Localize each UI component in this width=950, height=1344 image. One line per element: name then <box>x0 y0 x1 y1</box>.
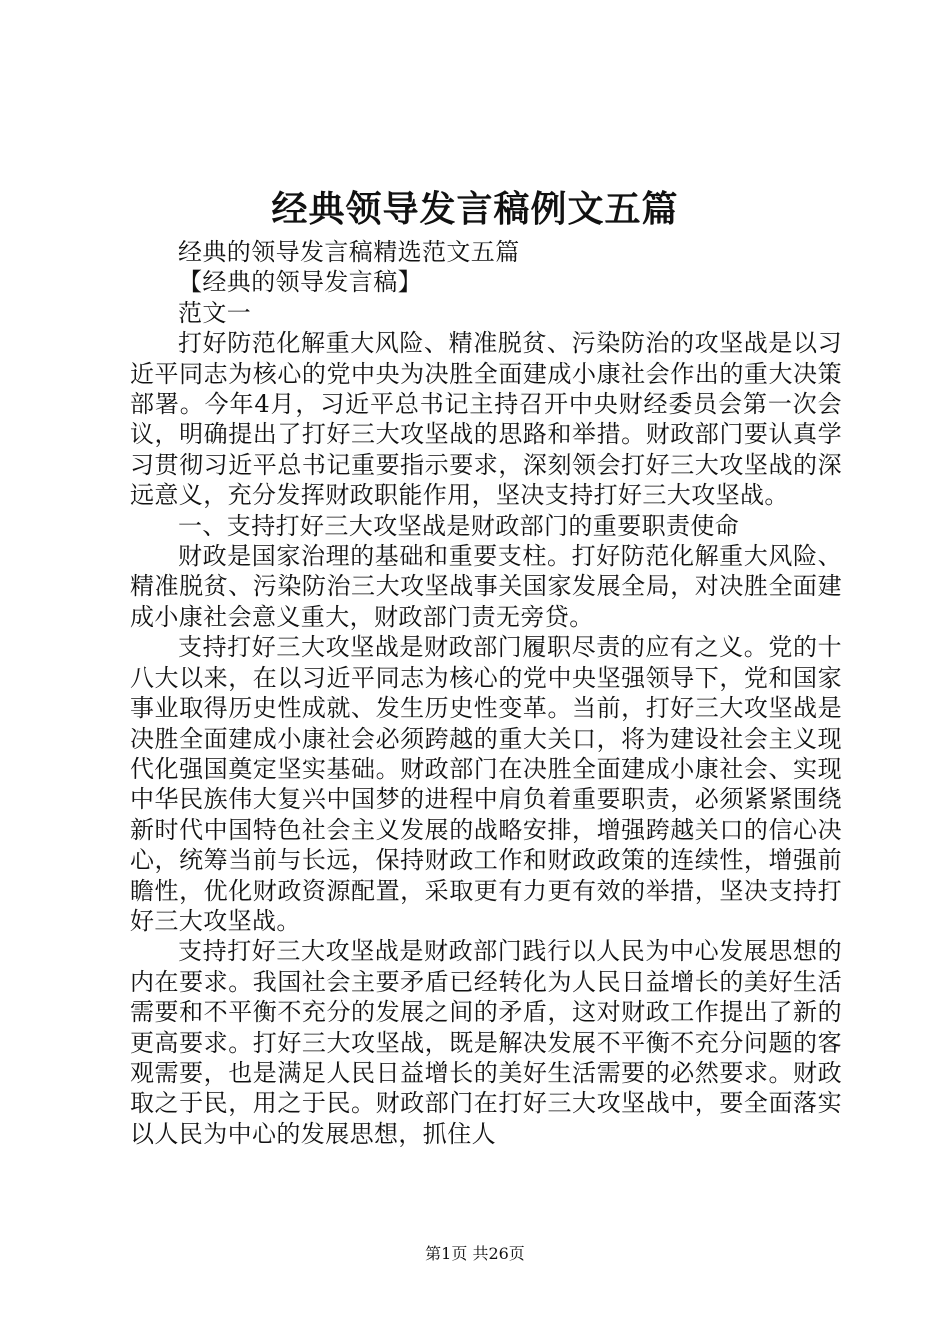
section-label-paragraph: 【经典的领导发言稿】 <box>178 268 422 297</box>
document-title: 经典领导发言稿例文五篇 <box>271 188 679 230</box>
page-footer: 第1页 共26页 <box>425 1244 525 1263</box>
document-body <box>130 237 842 1149</box>
body-paragraph: 财政是国家治理的基础和重要支柱。打好防范化解重大风险、精准脱贫、污染防治三大攻坚战事关国家发展全局，对决胜全面建成小康社会意义重大，财政部门责无旁贷。 <box>130 542 842 631</box>
section-heading-paragraph: 一、支持打好三大攻坚战是财政部门的重要职责使命 <box>178 511 740 540</box>
sample-heading-paragraph: 范文一 <box>178 298 252 327</box>
body-paragraph: 打好防范化解重大风险、精准脱贫、污染防治的攻坚战是以习近平同志为核心的党中央为决胜全面建成小康社会作出的重大决策部署。今年4月，习近平总书记主持召开中央财经委员会第一次会议，明确提出了打好三大攻坚战的思路和举措。财政部门要认真学习贯彻习近平总书记重要指示要求，深刻领会打好三大攻坚战的深远意义，充分发挥财政职能作用，坚决支持打好三大攻坚战。 <box>130 329 842 510</box>
body-paragraph: 支持打好三大攻坚战是财政部门践行以人民为中心发展思想的内在要求。我国社会主要矛盾已经转化为人民日益增长的美好生活需要和不平衡不充分的发展之间的矛盾，这对财政工作提出了新的更高要求。打好三大攻坚战，既是解决发展不平衡不充分问题的客观需要，也是满足人民日益增长的美好生活需要的必然要求。财政取之于民，用之于民。财政部门在打好三大攻坚战中，要全面落实以人民为中心的发展思想，抓住人 <box>130 937 842 1148</box>
body-paragraph: 支持打好三大攻坚战是财政部门履职尽责的应有之义。党的十八大以来，在以习近平同志为核心的党中央坚强领导下，党和国家事业取得历史性成就、发生历史性变革。当前，打好三大攻坚战是决胜全面建成小康社会必须跨越的重大关口，将为建设社会主义现代化强国奠定坚实基础。财政部门在决胜全面建成小康社会、实现中华民族伟大复兴中国梦的进程中肩负着重要职责，必须紧紧围绕新时代中国特色社会主义发展的战略安排，增强跨越关口的信心决心，统筹当前与长远，保持财政工作和财政政策的连续性，增强前瞻性，优化财政资源配置，采取更有力更有效的举措，坚决支持打好三大攻坚战。 <box>130 633 842 935</box>
subtitle-paragraph: 经典的领导发言稿精选范文五篇 <box>178 238 520 266</box>
